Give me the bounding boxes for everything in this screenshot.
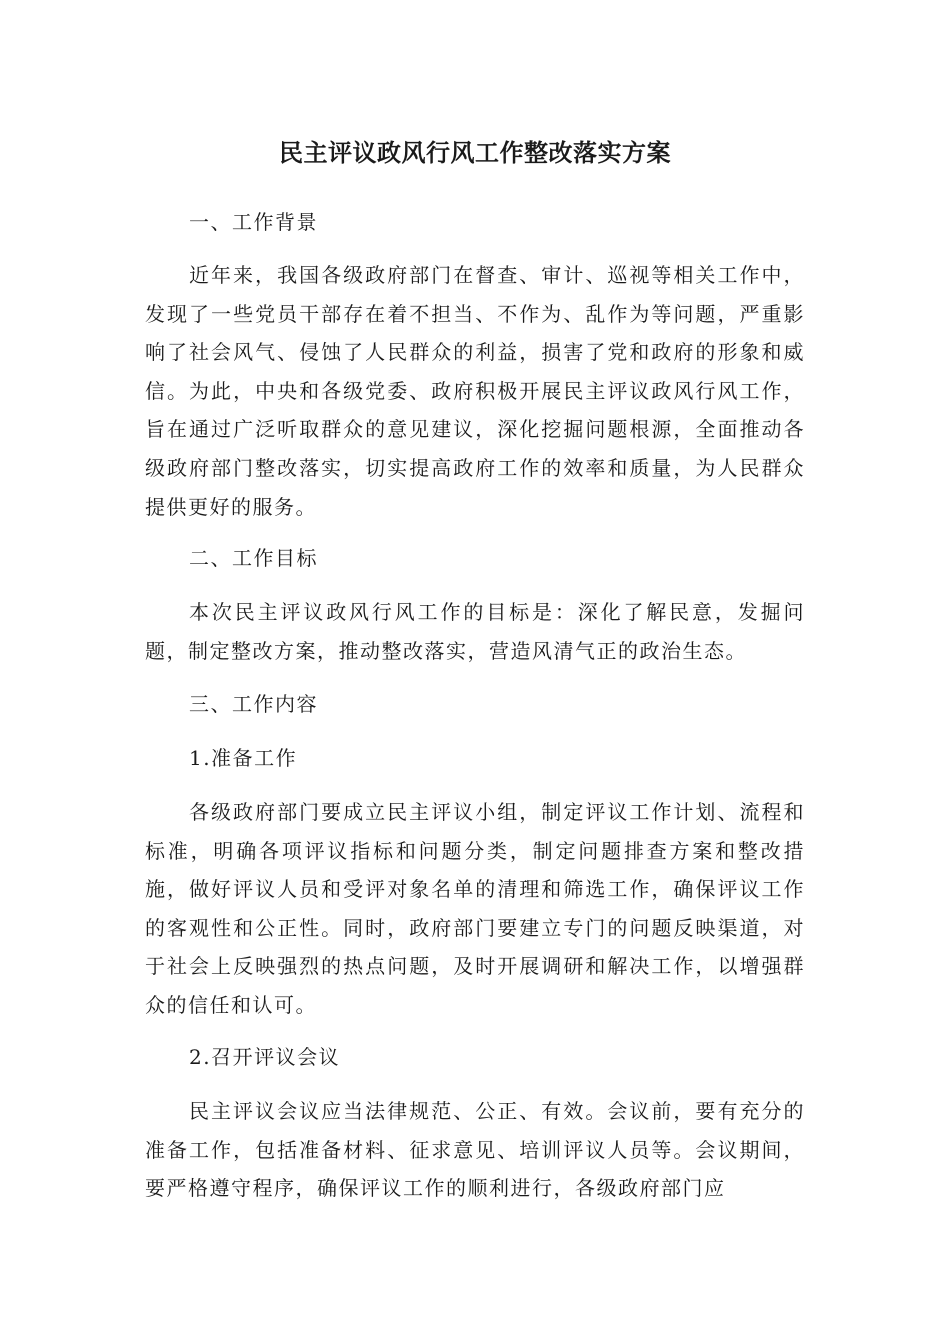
paragraph-goals: 本次民主评议政风行风工作的目标是：深化了解民意，发掘问题，制定整改方案，推动整改落实，营造风清气正的政治生态。 [145, 600, 805, 663]
subsection-heading-preparation: 1.准备工作 [189, 746, 298, 770]
section-heading-content: 三、工作内容 [189, 692, 318, 716]
paragraph-preparation: 各级政府部门要成立民主评议小组，制定评议工作计划、流程和标准，明确各项评议指标和问题分类，制定问题排查方案和整改措施，做好评议人员和受评对象名单的清理和筛选工作，确保评议工作的客观性和公正性。同时，政府部门要建立专门的问题反映渠道，对于社会上反映强烈的热点问题，及时开展调研和解决工作，以增强群众的信任和认可。 [145, 800, 805, 1017]
section-heading-goals: 二、工作目标 [189, 546, 318, 570]
document-title: 民主评议政风行风工作整改落实方案 [279, 139, 671, 167]
paragraph-meeting: 民主评议会议应当法律规范、公正、有效。会议前，要有充分的准备工作，包括准备材料、征求意见、培训评议人员等。会议期间，要严格遵守程序，确保评议工作的顺利进行，各级政府部门应 [145, 1099, 805, 1201]
section-heading-background: 一、工作背景 [189, 210, 318, 234]
subsection-heading-meeting: 2.召开评议会议 [189, 1045, 341, 1069]
paragraph-background: 近年来，我国各级政府部门在督查、审计、巡视等相关工作中，发现了一些党员干部存在着不担当、不作为、乱作为等问题，严重影响了社会风气、侵蚀了人民群众的利益，损害了党和政府的形象和威信。为此，中央和各级党委、政府积极开展民主评议政风行风工作，旨在通过广泛听取群众的意见建议，深化挖掘问题根源，全面推动各级政府部门整改落实，切实提高政府工作的效率和质量，为人民群众提供更好的服务。 [145, 263, 805, 519]
